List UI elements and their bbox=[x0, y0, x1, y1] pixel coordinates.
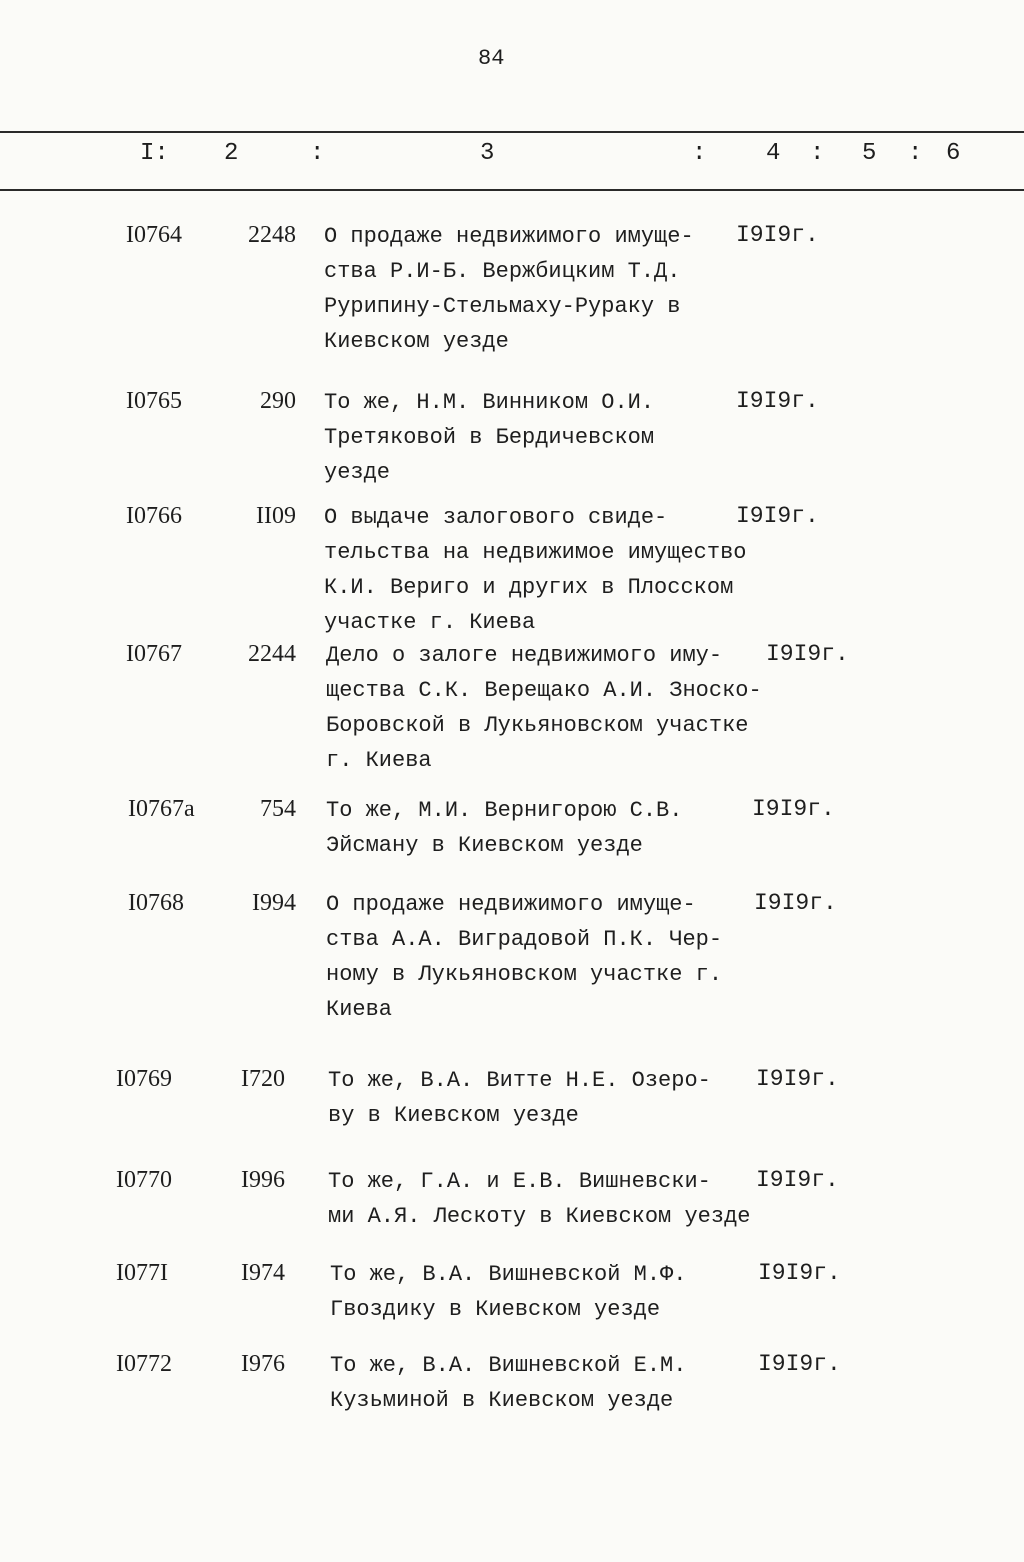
header-separator: : bbox=[310, 140, 325, 167]
description-line: О выдаче залогового свиде- bbox=[324, 505, 668, 530]
record-description bbox=[324, 388, 654, 493]
description-line: То же, Н.М. Винником О.И. bbox=[324, 390, 655, 415]
header-col-4: 4 bbox=[766, 140, 781, 167]
header-col-1: I: bbox=[140, 140, 169, 167]
record-number: I0772 bbox=[116, 1351, 172, 1377]
record-sheet-count: 754 bbox=[260, 796, 296, 822]
header-separator: : bbox=[810, 140, 825, 167]
description-line: ства А.А. Виградовой П.К. Чер- bbox=[326, 927, 723, 952]
record-description bbox=[328, 1167, 750, 1237]
record-description bbox=[326, 796, 682, 866]
record-year: I9I9г. bbox=[758, 1351, 841, 1377]
description-line: ву в Киевском уезде bbox=[328, 1103, 579, 1128]
description-line: участке г. Киева bbox=[324, 610, 536, 635]
header-col-2: 2 bbox=[224, 140, 239, 167]
description-line: Кузьминой в Киевском уезде bbox=[330, 1388, 674, 1413]
description-line: ства Р.И-Б. Вержбицким Т.Д. bbox=[324, 259, 681, 284]
description-line: Киевском уезде bbox=[324, 329, 509, 354]
description-line: То же, В.А. Вишневской Е.М. bbox=[330, 1353, 687, 1378]
description-line: То же, В.А. Вишневской М.Ф. bbox=[330, 1262, 687, 1287]
description-line: Боровской в Лукьяновском участке bbox=[326, 713, 749, 738]
description-line: Третяковой в Бердичевском bbox=[324, 425, 655, 450]
record-year: I9I9г. bbox=[756, 1167, 839, 1193]
header-col-5: 5 bbox=[862, 140, 877, 167]
record-description bbox=[328, 1066, 711, 1136]
record-year: I9I9г. bbox=[752, 796, 835, 822]
description-line: То же, В.А. Витте Н.Е. Озеро- bbox=[328, 1068, 711, 1093]
description-line: тельства на недвижимое имущество bbox=[324, 540, 747, 565]
record-sheet-count: I996 bbox=[241, 1167, 285, 1193]
description-line: То же, Г.А. и Е.В. Вишневски- bbox=[328, 1169, 711, 1194]
record-description bbox=[324, 222, 694, 362]
record-number: I0764 bbox=[126, 222, 182, 248]
record-year: I9I9г. bbox=[754, 890, 837, 916]
description-line: г. Киева bbox=[326, 748, 432, 773]
record-year: I9I9г. bbox=[736, 222, 819, 248]
record-number: I0769 bbox=[116, 1066, 172, 1092]
record-sheet-count: 2244 bbox=[248, 641, 296, 667]
description-line: ному в Лукьяновском участке г. bbox=[326, 962, 723, 987]
description-line: уезде bbox=[324, 460, 391, 485]
description-line: О продаже недвижимого имуще- bbox=[326, 892, 696, 917]
description-line: ми А.Я. Лескоту в Киевском уезде bbox=[328, 1204, 751, 1229]
record-description bbox=[324, 503, 746, 643]
record-description bbox=[330, 1260, 686, 1330]
record-number: I0766 bbox=[126, 503, 182, 529]
record-year: I9I9г. bbox=[758, 1260, 841, 1286]
description-line: Гвоздику в Киевском уезде bbox=[330, 1297, 661, 1322]
record-sheet-count: 290 bbox=[260, 388, 296, 414]
record-number: I0767а bbox=[128, 796, 195, 822]
description-line: Эйсману в Киевском уезде bbox=[326, 833, 643, 858]
description-line: То же, М.И. Вернигорою С.В. bbox=[326, 798, 683, 823]
record-number: I0768 bbox=[128, 890, 184, 916]
record-sheet-count: I976 bbox=[241, 1351, 285, 1377]
header-separator: : bbox=[692, 140, 707, 167]
record-description bbox=[326, 890, 722, 1030]
record-year: I9I9г. bbox=[736, 503, 819, 529]
description-line: Рурипину-Стельмаху-Рураку в bbox=[324, 294, 681, 319]
description-line: Киева bbox=[326, 997, 393, 1022]
header-col-3: 3 bbox=[480, 140, 495, 167]
header-separator: : bbox=[908, 140, 923, 167]
record-sheet-count: I974 bbox=[241, 1260, 285, 1286]
record-year: I9I9г. bbox=[766, 641, 849, 667]
record-sheet-count: I720 bbox=[241, 1066, 285, 1092]
description-line: щества С.К. Верещако А.И. Зноско- bbox=[326, 678, 762, 703]
record-sheet-count: I994 bbox=[252, 890, 296, 916]
description-line: К.И. Вериго и других в Плосском bbox=[324, 575, 734, 600]
record-number: I077I bbox=[116, 1260, 168, 1286]
record-description bbox=[330, 1351, 686, 1421]
record-year: I9I9г. bbox=[736, 388, 819, 414]
record-year: I9I9г. bbox=[756, 1066, 839, 1092]
record-number: I0770 bbox=[116, 1167, 172, 1193]
header-col-6: 6 bbox=[946, 140, 961, 167]
page-number: 84 bbox=[478, 46, 505, 71]
description-line: Дело о залоге недвижимого иму- bbox=[326, 643, 723, 668]
record-sheet-count: 2248 bbox=[248, 222, 296, 248]
record-number: I0767 bbox=[126, 641, 182, 667]
description-line: О продаже недвижимого имуще- bbox=[324, 224, 694, 249]
record-number: I0765 bbox=[126, 388, 182, 414]
record-description bbox=[326, 641, 762, 781]
record-sheet-count: II09 bbox=[256, 503, 296, 529]
